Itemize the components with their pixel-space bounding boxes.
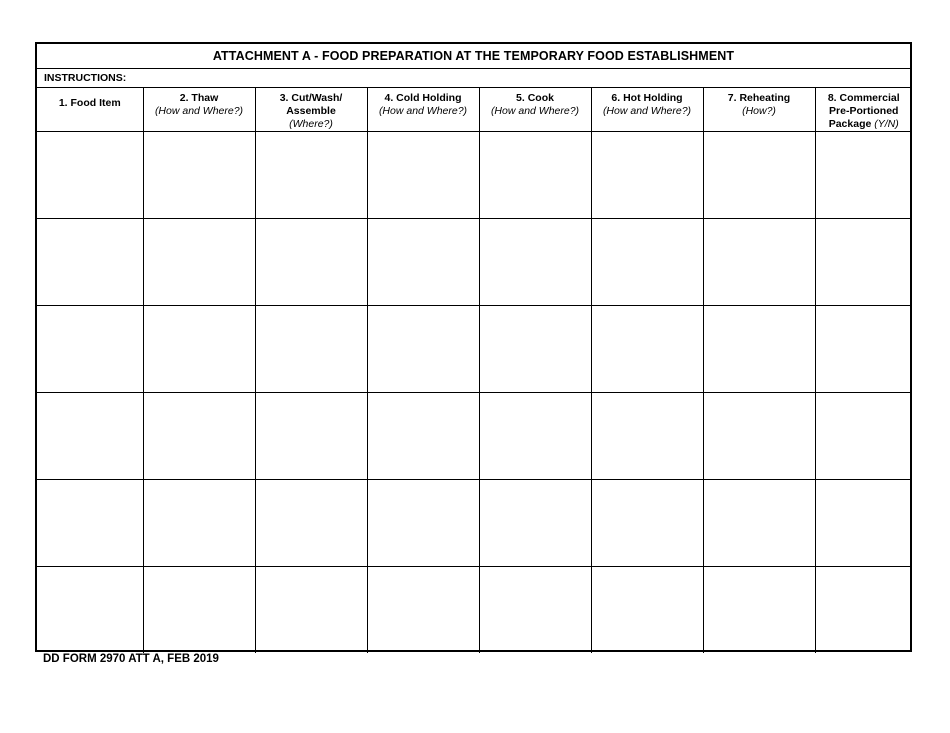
- reheating-cell[interactable]: [703, 480, 815, 567]
- hot-holding-cell[interactable]: [591, 480, 703, 567]
- food-item-cell[interactable]: [37, 567, 143, 654]
- food-item-cell[interactable]: [37, 393, 143, 480]
- table-row: [37, 219, 912, 306]
- cut-wash-assemble-cell[interactable]: [255, 306, 367, 393]
- column-label: 4. Cold Holding: [384, 92, 462, 104]
- column-label: 2. Thaw: [179, 92, 219, 104]
- hot-holding-cell[interactable]: [591, 393, 703, 480]
- commercial-package-cell[interactable]: [815, 393, 912, 480]
- table-header-row: [37, 88, 912, 132]
- table-row: [37, 132, 912, 219]
- column-header-hot-holding: [591, 88, 703, 132]
- thaw-cell[interactable]: [143, 393, 255, 480]
- column-header-cut-wash-assemble: [255, 88, 367, 132]
- column-label: 5. Cook: [516, 92, 554, 104]
- column-label: 3. Cut/Wash/: [279, 92, 343, 104]
- reheating-cell[interactable]: [703, 393, 815, 480]
- table-row: [37, 480, 912, 567]
- table-row: [37, 306, 912, 393]
- cold-holding-cell[interactable]: [367, 567, 479, 654]
- column-header-reheating: [703, 88, 815, 132]
- reheating-cell[interactable]: [703, 567, 815, 654]
- food-item-cell[interactable]: [37, 480, 143, 567]
- column-label: 6. Hot Holding: [611, 92, 683, 104]
- commercial-package-cell[interactable]: [815, 132, 912, 219]
- food-item-cell[interactable]: [37, 306, 143, 393]
- column-header-commercial-package: [815, 88, 912, 132]
- hot-holding-cell[interactable]: [591, 132, 703, 219]
- commercial-package-cell[interactable]: [815, 219, 912, 306]
- column-header-cold-holding: [367, 88, 479, 132]
- reheating-cell[interactable]: [703, 219, 815, 306]
- column-label: 8. Commercial: [827, 92, 900, 104]
- column-sublabel: (How and Where?): [154, 105, 244, 117]
- cook-cell[interactable]: [479, 393, 591, 480]
- instructions-label: INSTRUCTIONS:: [37, 68, 910, 88]
- thaw-cell[interactable]: [143, 219, 255, 306]
- thaw-cell[interactable]: [143, 567, 255, 654]
- column-header-thaw: [143, 88, 255, 132]
- column-sublabel: (How and Where?): [602, 105, 692, 117]
- column-label: 1. Food Item: [58, 97, 121, 109]
- column-label: 7. Reheating: [727, 92, 791, 104]
- cold-holding-cell[interactable]: [367, 132, 479, 219]
- thaw-cell[interactable]: [143, 306, 255, 393]
- hot-holding-cell[interactable]: [591, 567, 703, 654]
- cook-cell[interactable]: [479, 306, 591, 393]
- reheating-cell[interactable]: [703, 306, 815, 393]
- column-sublabel: (How and Where?): [378, 105, 468, 117]
- commercial-package-cell[interactable]: [815, 567, 912, 654]
- cut-wash-assemble-cell[interactable]: [255, 132, 367, 219]
- column-sublabel: (Y/N): [874, 118, 899, 130]
- table-row: [37, 393, 912, 480]
- column-label-line2: Assemble: [286, 105, 336, 117]
- commercial-package-cell[interactable]: [815, 480, 912, 567]
- column-sublabel: (How and Where?): [490, 105, 580, 117]
- thaw-cell[interactable]: [143, 480, 255, 567]
- cook-cell[interactable]: [479, 132, 591, 219]
- column-header-cook: [479, 88, 591, 132]
- cold-holding-cell[interactable]: [367, 480, 479, 567]
- food-prep-form: [35, 42, 912, 652]
- cook-cell[interactable]: [479, 219, 591, 306]
- food-item-cell[interactable]: [37, 219, 143, 306]
- thaw-cell[interactable]: [143, 132, 255, 219]
- cut-wash-assemble-cell[interactable]: [255, 567, 367, 654]
- form-title: ATTACHMENT A - FOOD PREPARATION AT THE TEMPORARY FOOD ESTABLISHMENT: [37, 44, 910, 69]
- cut-wash-assemble-cell[interactable]: [255, 393, 367, 480]
- column-label-package: Package: [828, 118, 872, 130]
- column-sublabel: (Where?): [289, 118, 333, 130]
- column-label-line2: Pre-Portioned: [829, 105, 899, 117]
- cook-cell[interactable]: [479, 567, 591, 654]
- food-prep-table: [37, 88, 912, 653]
- cold-holding-cell[interactable]: [367, 219, 479, 306]
- cook-cell[interactable]: [479, 480, 591, 567]
- food-item-cell[interactable]: [37, 132, 143, 219]
- cold-holding-cell[interactable]: [367, 306, 479, 393]
- commercial-package-cell[interactable]: [815, 306, 912, 393]
- cut-wash-assemble-cell[interactable]: [255, 480, 367, 567]
- form-id-footer: DD FORM 2970 ATT A, FEB 2019: [43, 653, 219, 665]
- cut-wash-assemble-cell[interactable]: [255, 219, 367, 306]
- table-row: [37, 567, 912, 654]
- table-body: [37, 132, 912, 654]
- column-sublabel: (How?): [742, 105, 776, 117]
- hot-holding-cell[interactable]: [591, 219, 703, 306]
- column-header-food-item: [37, 88, 143, 132]
- column-label-line3: [816, 118, 913, 131]
- hot-holding-cell[interactable]: [591, 306, 703, 393]
- cold-holding-cell[interactable]: [367, 393, 479, 480]
- reheating-cell[interactable]: [703, 132, 815, 219]
